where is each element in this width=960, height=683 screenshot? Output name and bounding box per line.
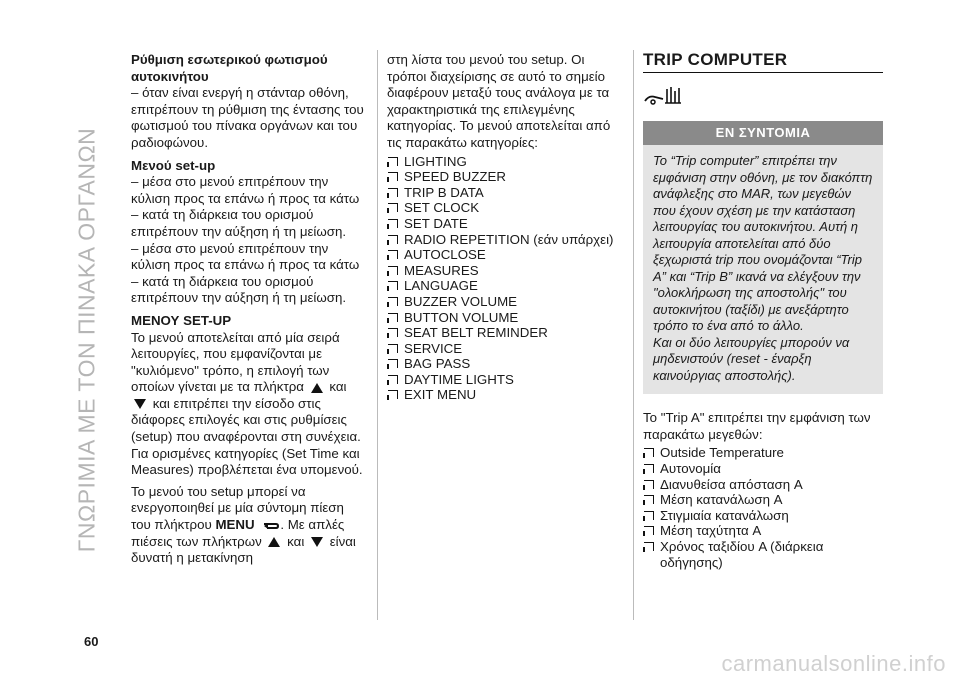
list-item-label: Διανυθείσα απόσταση A <box>660 476 803 492</box>
paragraph: Το "Trip A" επιτρέπει την εμφάνιση των παρακάτω μεγεθών: <box>643 410 871 442</box>
list-item-label: BUZZER VOLUME <box>404 293 518 309</box>
paragraph: – κατά τη διάρκεια του ορισμού επιτρέπουν την αύξηση ή τη μείωση. <box>131 273 347 306</box>
text: και επιτρέπει την είσοδο στις διάφορες επιλογές και στις ρυθμίσεις (setup) που αναφέρονται στη συνέχεια. Για ορισμένες κατηγορίες (Set Time και Measures) προβλέπεται ένα υπομενού. <box>131 395 363 478</box>
section-heading: Μενού set-up <box>131 157 216 173</box>
paragraph: στη λίστα του μενού του setup. Οι τρόποι διαχείρισης σε αυτό το σημείο διαφέρουν μεταξύ τους ανάλογα με τα χαρακτηριστικά της επιλεγμένης κατηγορίας. Το μενού αποτελείται από τις παρακάτω κατηγορίες: <box>387 52 611 150</box>
list-item <box>387 154 622 170</box>
up-arrow-icon <box>268 537 280 547</box>
section-title: TRIP COMPUTER <box>643 52 883 73</box>
summary-text: Και οι δύο λειτουργίες μπορούν να μηδενιστούν (reset - έναρξη καινούργιας αποστολής). <box>653 334 850 383</box>
column-2 <box>387 52 622 403</box>
list-item <box>387 294 622 310</box>
list-item <box>387 387 622 403</box>
text: και <box>287 533 305 549</box>
list-item-label: RADIO REPETITION (εάν υπάρχει) <box>404 231 614 247</box>
trip-a-list <box>643 445 883 570</box>
bullet-icon <box>388 297 398 306</box>
list-item <box>643 477 883 493</box>
list-item-label: Μέση ταχύτητα A <box>660 523 762 539</box>
list-item <box>643 445 883 461</box>
bullet-icon <box>644 511 654 520</box>
bullet-icon <box>388 235 398 244</box>
column-1 <box>131 52 366 573</box>
section-heading: Ρύθμιση εσωτερικού φωτισμού αυτοκινήτου <box>131 52 328 84</box>
summary-box <box>643 121 883 395</box>
bullet-icon <box>388 188 398 197</box>
list-item <box>387 185 622 201</box>
bullet-icon <box>644 464 654 473</box>
list-item-label: DAYTIME LIGHTS <box>404 371 514 387</box>
list-item-label: Χρόνος ταξιδίου A (διάρκεια οδήγησης) <box>660 538 824 570</box>
menu-key-label: MENU <box>215 517 255 533</box>
list-item <box>643 539 883 570</box>
down-arrow-icon <box>134 399 146 409</box>
setup-menu-list <box>387 154 622 404</box>
bullet-icon <box>388 172 398 181</box>
bullet-icon <box>388 281 398 290</box>
list-item <box>643 508 883 524</box>
paragraph: – μέσα στο μενού επιτρέπουν την κύλιση προς τα επάνω ή προς τα κάτω <box>131 174 360 206</box>
list-item-label: SPEED BUZZER <box>404 169 506 185</box>
list-item-label: TRIP B DATA <box>404 184 484 200</box>
list-item <box>387 169 622 185</box>
list-item-label: LIGHTING <box>404 153 467 169</box>
paragraph: – κατά τη διάρκεια του ορισμού επιτρέπουν την αύξηση ή τη μείωση. <box>131 207 347 239</box>
bullet-icon <box>388 375 398 384</box>
bullet-icon <box>388 313 398 322</box>
column-divider <box>377 50 378 620</box>
list-item <box>387 372 622 388</box>
list-item-label: BUTTON VOLUME <box>404 309 519 325</box>
summary-text: Το “Trip computer” επιτρέπει την εμφάνιση στην οθόνη, με τον διακόπτη ανάφλεξης στο MAR, των μεγεθών που έχουν σχέση με την κατάσταση λειτουργίας του αυτοκινήτου. Αυτή η λειτουργία αποτελείται από δύο ξεχωριστά trip που ονομάζονται “Trip A” και “Trip B” ικανά να ελέγξουν την "ολοκλήρωση της αποστολής" του αυτοκινήτου (ταξίδι) με ανεξάρτητο τρόπο το ένα από το άλλο. <box>653 153 873 334</box>
paragraph <box>131 484 366 567</box>
list-item-label: SERVICE <box>404 340 463 356</box>
watermark-bar <box>0 648 960 683</box>
trip-computer-icon <box>643 85 883 107</box>
text: Το μενού του setup μπορεί να ενεργοποιηθεί με μία σύντομη πίεση του πλήκτρου <box>131 483 344 533</box>
list-item <box>643 492 883 508</box>
list-item-label: Outside Temperature <box>660 445 784 461</box>
list-item <box>387 356 622 372</box>
list-item-label: EXIT MENU <box>404 387 477 403</box>
bullet-icon <box>388 219 398 228</box>
bullet-icon <box>388 250 398 259</box>
list-item-label: Μέση κατανάλωση A <box>660 492 783 508</box>
bullet-icon <box>388 390 398 399</box>
page-number: 60 <box>84 634 99 649</box>
list-item <box>387 325 622 341</box>
bullet-icon <box>388 203 398 212</box>
section-heading: ΜΕΝΟΥ SET-UP <box>131 312 232 328</box>
text: . Με απλές πιέσεις των πλήκτρων <box>131 517 345 549</box>
list-item <box>643 461 883 477</box>
list-item <box>387 341 622 357</box>
list-item-label: MEASURES <box>404 262 479 278</box>
list-item-label: SEAT BELT REMINDER <box>404 325 548 341</box>
list-item-label: Αυτονομία <box>660 460 721 476</box>
bullet-icon <box>388 157 398 166</box>
return-icon <box>262 521 280 531</box>
bullet-icon <box>644 480 654 489</box>
bullet-icon <box>388 359 398 368</box>
list-item <box>387 216 622 232</box>
side-tab-label: ΓΝΩΡΙΜΙΑ ΜΕ ΤΟΝ ΠΙΝΑΚΑ ΟΡΓΑΝΩΝ <box>73 127 100 553</box>
watermark-text: carmanualsonline.info <box>721 651 946 676</box>
list-item <box>387 200 622 216</box>
list-item-label: AUTOCLOSE <box>404 247 486 263</box>
paragraph <box>131 330 366 479</box>
paragraph: – μέσα στο μενού επιτρέπουν την κύλιση προς τα επάνω ή προς τα κάτω <box>131 240 360 273</box>
side-tab <box>72 50 102 630</box>
list-item <box>387 247 622 263</box>
list-item-label: BAG PASS <box>404 356 471 372</box>
summary-header: ΕΝ ΣΥΝΤΟΜΙΑ <box>643 121 883 146</box>
list-item-label: SET CLOCK <box>404 200 480 216</box>
bullet-icon <box>644 495 654 504</box>
list-item <box>643 523 883 539</box>
column-divider <box>633 50 634 620</box>
list-item-label: LANGUAGE <box>404 278 478 294</box>
text: Το μενού αποτελείται από μία σειρά λειτουργίες, που εμφανίζονται με "κυλιόμενο" τρόπο, η επιλογή των οποίων γίνεται με τα πλήκτρα <box>131 329 340 395</box>
bullet-icon <box>644 526 654 535</box>
column-3 <box>643 52 883 570</box>
bullet-icon <box>388 266 398 275</box>
text: είναι δυνατή η μετακίνηση <box>131 533 356 566</box>
up-arrow-icon <box>311 383 323 393</box>
paragraph: – όταν είναι ενεργή η στάνταρ οθόνη, επιτρέπουν τη ρύθμιση της έντασης του φωτισμού του πίνακα οργάνων και του ραδιοφώνου. <box>131 85 364 150</box>
bullet-icon <box>388 344 398 353</box>
list-item <box>387 310 622 326</box>
text: και <box>329 379 347 395</box>
bullet-icon <box>644 448 654 457</box>
list-item <box>387 278 622 294</box>
down-arrow-icon <box>311 537 323 547</box>
list-item-label: SET DATE <box>404 215 468 231</box>
list-item <box>387 263 622 279</box>
bullet-icon <box>388 328 398 337</box>
bullet-icon <box>644 542 654 551</box>
list-item-label: Στιγμιαία κατανάλωση <box>660 507 789 523</box>
list-item <box>387 232 622 248</box>
